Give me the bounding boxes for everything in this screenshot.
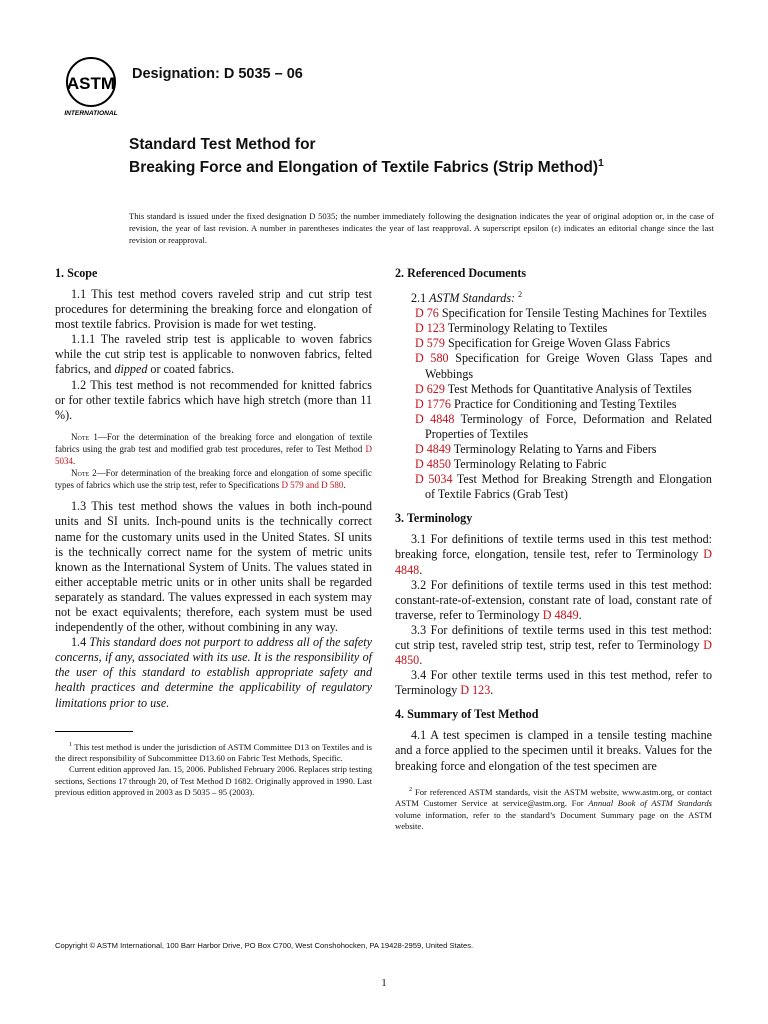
- footnote-rule: [55, 731, 133, 732]
- document-title: [129, 135, 729, 177]
- para-1-3: 1.3 This test method shows the values in both inch-pound units and SI units. Inch-pound units is the technically correct name for the customary units used in the United States. SI units is the technically correct name for the system of metric units known as the International System of Units. The values stated in either acceptable metric units or in other units shall be regarded separately as standard. The values expressed in each system may not be exact equivalents; therefore, each system must be used independently of the other, without combining in any way.: [55, 499, 372, 635]
- para-1-1: 1.1 This test method covers raveled strip and cut strip test procedures for determining the breaking force and elongation of most textile fabrics. Provision is made for wet testing.: [55, 287, 372, 332]
- ref-link[interactable]: D 4849: [415, 441, 451, 456]
- ref-item: D 579 Specification for Greige Woven Glass Fabrics: [415, 336, 671, 351]
- referenced-documents-heading: 2. Referenced Documents: [395, 266, 527, 280]
- title-main: Breaking Force and Elongation of Textile Fabrics (Strip Method)$^1$: [129, 158, 604, 177]
- note-1: Note 1—For the determination of the breaking force and elongation of textile fabrics using the grab test and modified grab test procedures, refer to Test Method D 5034.: [55, 431, 372, 467]
- link-d123[interactable]: D 123: [460, 683, 491, 698]
- ref-link[interactable]: D 579: [415, 336, 445, 351]
- referenced-documents-list: [395, 306, 712, 502]
- ref-link[interactable]: D 5034: [415, 472, 453, 487]
- ref-link[interactable]: D 580: [415, 351, 449, 366]
- ref-item: D 123 Terminology Relating to Textiles: [415, 321, 608, 336]
- issuance-statement: This standard is issued under the fixed designation D 5035; the number immediately following the designation indicates the year of original adoption or, in the case of revision, the year of last revision. A number in parentheses indicates the year of last reapproval. A superscript epsilon (ε) indicates an editorial change since the last revision or reapproval.: [129, 211, 714, 246]
- ref-link[interactable]: D 123: [415, 321, 445, 336]
- ref-link[interactable]: D 1776: [415, 396, 451, 411]
- ref-link[interactable]: D 629: [415, 381, 445, 396]
- copyright-notice: Copyright © ASTM International, 100 Barr Harbor Drive, PO Box C700, West Conshohocken, PA 19428-2959, United States.: [55, 941, 474, 950]
- page-number: 1: [381, 977, 387, 989]
- para-1-4: 1.4 This standard does not purport to address all of the safety concerns, if any, associated with its use. It is the responsibility of the user of this standard to establish appropriate safety and health practices and determine the applicability of regulatory limitations prior to use.: [55, 635, 372, 710]
- ref-link[interactable]: D 4850: [415, 457, 451, 472]
- footnote-1: $^1$ This test method is under the jurisdiction of ASTM Committee D13 on Textiles and is the direct responsibility of Subcommittee D13.60 on Fabric Test Methods, Specific.: [55, 741, 372, 763]
- left-column: [55, 266, 372, 799]
- para-3-4: 3.4 For other textile terms used in this test method, refer to Terminology D 123.: [395, 668, 712, 698]
- ref-item: D 1776 Practice for Conditioning and Testing Textiles: [415, 396, 677, 411]
- note-2: Note 2—For determination of the breaking force and elongation of some specific types of fabrics which use the strip test, refer to Specifications D 579 and D 580.: [55, 468, 372, 491]
- link-d5034[interactable]: D 5034: [55, 443, 372, 467]
- ref-link[interactable]: D 76: [415, 306, 439, 321]
- para-1-2: 1.2 This test method is not recommended for knitted fabrics or for other textile fabrics which have high stretch (more than 11 %).: [55, 377, 372, 422]
- ref-item: D 629 Test Methods for Quantitative Analysis of Textiles: [415, 381, 692, 396]
- terminology-heading: 3. Terminology: [395, 511, 473, 526]
- link-d4849[interactable]: D 4849: [542, 607, 579, 622]
- designation: Designation: D 5035 – 06: [132, 66, 303, 82]
- link-d4850[interactable]: D 4850: [395, 638, 712, 668]
- title-line1: Standard Test Method for: [129, 136, 316, 153]
- ref-item: D 4848 Terminology of Force, Deformation and Related Properties of Textiles: [415, 411, 712, 441]
- para-1-1-1: 1.1.1 The raveled strip test is applicable to woven fabrics while the cut strip test is applicable to nonwoven fabrics, felted fabrics, and dipped or coated fabrics.: [55, 332, 372, 377]
- scope-heading: 1. Scope: [55, 266, 98, 280]
- link-d4848[interactable]: D 4848: [395, 547, 712, 577]
- svg-text:ASTM: ASTM: [66, 74, 116, 93]
- para-3-2: 3.2 For definitions of textile terms used in this test method: constant-rate-of-extension, constant rate of load, constant rate of traverse, refer to Terminology D 4849.: [395, 577, 712, 622]
- footnote-1-current-edition: Current edition approved Jan. 15, 2006. Published February 2006. Replaces strip testing sections, Sections 17 through 20, of Test Method D 1682. Originally approved in 1990. Last previous edition approved in 2003 as D 5035 – 95 (2003).: [55, 764, 372, 798]
- ref-item: D 4849 Terminology Relating to Yarns and Fibers: [415, 441, 657, 456]
- para-4-1: 4.1 A test specimen is clamped in a tensile testing machine and a force applied to the specimen until it breaks. Values for the breaking force and elongation of the test specimen are: [395, 728, 712, 773]
- ref-item: D 5034 Test Method for Breaking Strength and Elongation of Textile Fabrics (Grab Test): [415, 472, 712, 502]
- para-3-3: 3.3 For definitions of textile terms used in this test method: cut strip test, raveled strip test, strip test, refer to Terminology D 4850.: [395, 622, 712, 668]
- ref-item: D 4850 Terminology Relating to Fabric: [415, 457, 607, 472]
- title-footnote-mark: 1: [598, 158, 604, 169]
- ref-item: D 580 Specification for Greige Woven Glass Tapes and Webbings: [415, 351, 712, 381]
- ref-item: D 76 Specification for Tensile Testing Machines for Textiles: [415, 306, 707, 321]
- summary-heading: 4. Summary of Test Method: [395, 707, 539, 722]
- right-column: [395, 266, 712, 774]
- ref-link[interactable]: D 4848: [415, 411, 455, 426]
- para-2-1: 2.1 ASTM Standards: $^2$: [411, 290, 523, 306]
- astm-logo: [60, 55, 122, 117]
- svg-text:INTERNATIONAL: INTERNATIONAL: [64, 110, 118, 117]
- para-3-1: 3.1 For definitions of textile terms used in this test method: breaking force, elongation, tensile test, refer to Terminology D 4848.: [395, 532, 712, 577]
- link-d579-d580[interactable]: D 579 and D 580: [281, 480, 344, 491]
- footnote-2: $^2$ For referenced ASTM standards, visit the ASTM website, www.astm.org, or contact ASTM Customer Service at service@astm.org. For Annual Book of ASTM Standards volume information, refer to the standard’s Document Summary page on the ASTM website.: [395, 786, 713, 832]
